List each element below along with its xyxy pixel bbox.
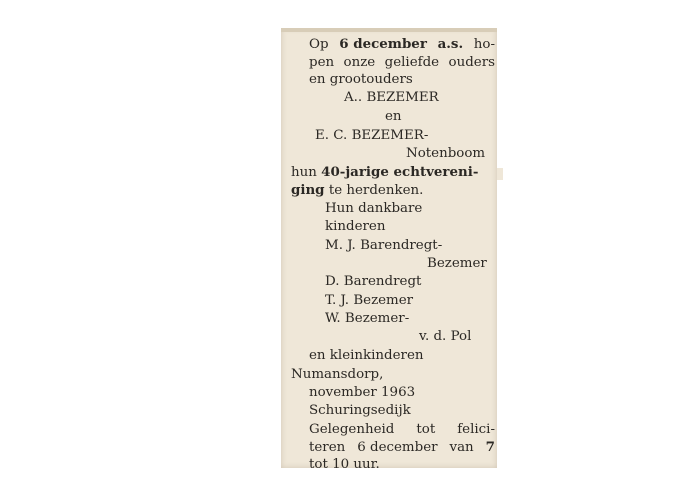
line-time: tot 10 uur. [309,457,380,472]
conjunction: en [385,109,402,124]
line-celebrate [291,182,423,200]
line-2 [309,54,495,72]
word-bold-hour: 7 [485,439,495,455]
line-anniversary [291,164,478,182]
place: Numansdorp, [291,367,384,382]
child-1-surname: Bezemer [427,256,487,271]
line-3: en grootouders [309,72,413,87]
word-bold-date: 6 december [339,36,427,52]
word: tot [416,422,436,437]
thanks-line-1: Hun dankbare [325,201,423,216]
word: ouders [448,55,495,70]
word-bold-anniversary: 40-jarige echtvereni- [321,164,479,180]
thanks-line-2: kinderen [325,219,386,234]
word: felici- [457,422,495,437]
word: geliefde [384,55,440,70]
child-4-surname: v. d. Pol [419,329,472,344]
word: a.s. [437,36,464,52]
honoree-1: A.. BEZEMER [344,90,439,105]
line-1 [309,36,495,54]
honoree-2: E. C. BEZEMER- [315,128,429,143]
word: te herdenken. [324,183,424,198]
word: van [449,440,474,455]
word: teren [309,440,346,455]
word: 6 december [357,440,438,455]
word: pen [309,55,335,70]
date: november 1963 [309,385,416,400]
grandchildren: en kleinkinderen [309,348,424,363]
word: hun [291,165,317,180]
word: Gelegenheid [309,422,395,437]
child-1: M. J. Barendregt- [325,238,443,253]
child-4: W. Bezemer- [325,311,410,326]
line-congratulate-1 [309,421,495,439]
clipping-edge [497,168,503,180]
child-3: T. J. Bezemer [325,293,414,308]
word-bold: ging [291,182,325,198]
child-2: D. Barendregt [325,274,422,289]
word: onze [343,55,376,70]
word: Op [309,37,329,52]
word: ho- [473,37,495,52]
newspaper-clipping [281,28,497,472]
honoree-2-maiden-name: Notenboom [406,146,486,161]
line-congratulate-2 [309,439,495,457]
street: Schuringsedijk [309,403,411,418]
